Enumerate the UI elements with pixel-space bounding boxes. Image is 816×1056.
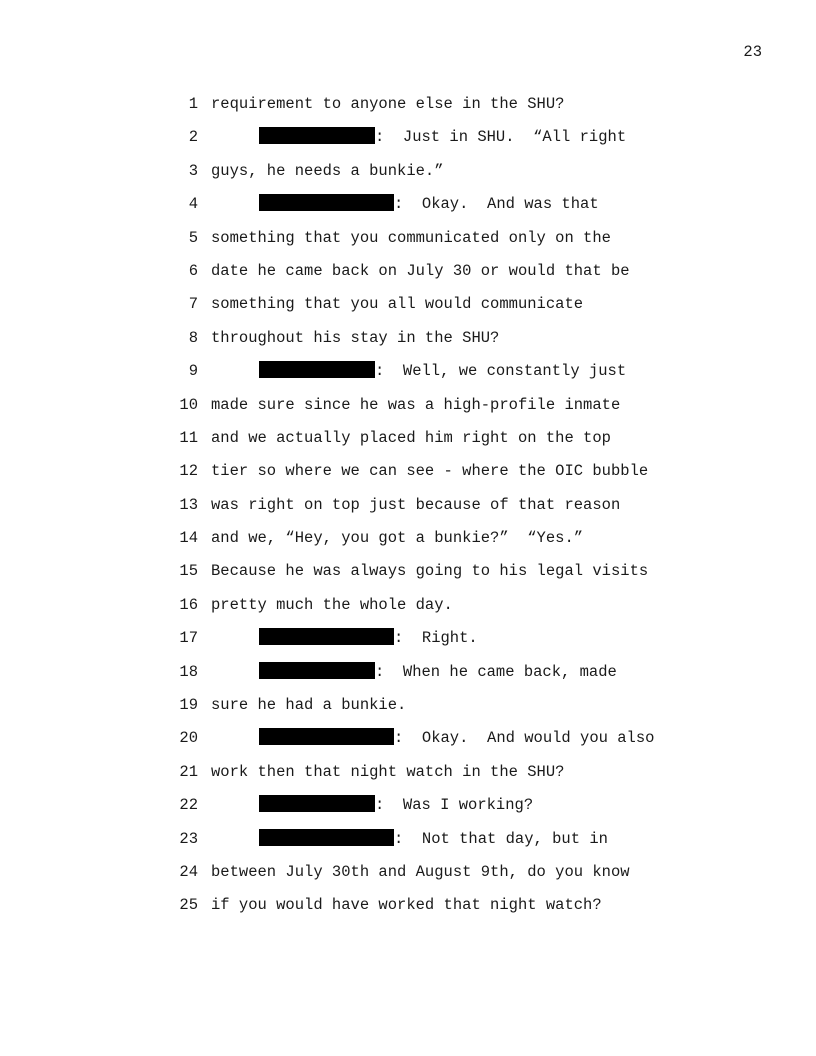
transcript-line — [0, 693, 816, 726]
redacted-speaker-name — [259, 361, 375, 378]
line-text — [211, 760, 564, 784]
spoken-text: guys, he needs a bunkie.” — [211, 161, 444, 180]
line-text — [211, 860, 630, 884]
redacted-speaker-name — [259, 194, 394, 211]
spoken-text: : Well, we constantly just — [375, 362, 627, 381]
speaker-line-text — [259, 359, 626, 383]
redacted-speaker-name — [259, 728, 394, 745]
transcript-body — [0, 92, 816, 927]
line-number: 10 — [179, 395, 198, 414]
redacted-speaker-name — [259, 127, 375, 144]
transcript-line — [0, 526, 816, 559]
line-text — [211, 526, 583, 550]
transcript-line — [0, 259, 816, 292]
line-text — [211, 159, 444, 183]
spoken-text: something that you all would communicate — [211, 295, 584, 314]
transcript-line — [0, 426, 816, 459]
transcript-line — [0, 660, 816, 693]
line-number: 24 — [179, 862, 198, 881]
line-number: 2 — [188, 128, 198, 147]
line-number: 16 — [179, 595, 198, 614]
line-text — [211, 493, 620, 517]
line-text — [211, 426, 611, 450]
spoken-text: and we, “Hey, you got a bunkie?” “Yes.” — [211, 529, 584, 548]
spoken-text: was right on top just because of that reason — [211, 495, 621, 514]
line-text — [211, 393, 620, 417]
spoken-text: work then that night watch in the SHU? — [211, 762, 565, 781]
spoken-text: tier so where we can see - where the OIC bubble — [211, 462, 649, 481]
line-text — [211, 693, 406, 717]
spoken-text: between July 30th and August 9th, do you know — [211, 862, 630, 881]
speaker-line-text — [259, 827, 608, 851]
spoken-text: : Not that day, but in — [394, 829, 608, 848]
line-text — [211, 593, 453, 617]
line-number: 6 — [188, 261, 198, 280]
transcript-line — [0, 593, 816, 626]
line-number: 13 — [179, 495, 198, 514]
line-text — [211, 559, 648, 583]
page-number: 23 — [743, 43, 762, 61]
spoken-text: pretty much the whole day. — [211, 595, 453, 614]
line-number: 19 — [179, 696, 198, 715]
line-number: 9 — [188, 362, 198, 381]
speaker-line-text — [259, 660, 617, 684]
transcript-line — [0, 359, 816, 392]
speaker-line-text — [259, 192, 599, 216]
speaker-line-text — [259, 726, 654, 750]
transcript-line — [0, 226, 816, 259]
spoken-text: sure he had a bunkie. — [211, 696, 407, 715]
transcript-line — [0, 726, 816, 759]
spoken-text: date he came back on July 30 or would that be — [211, 261, 630, 280]
line-number: 3 — [188, 161, 198, 180]
redacted-speaker-name — [259, 795, 375, 812]
transcript-line — [0, 493, 816, 526]
line-text — [211, 226, 611, 250]
transcript-line — [0, 760, 816, 793]
spoken-text: Because he was always going to his legal visits — [211, 562, 649, 581]
line-text — [211, 292, 583, 316]
transcript-line — [0, 159, 816, 192]
line-number: 22 — [179, 796, 198, 815]
line-number: 23 — [179, 829, 198, 848]
transcript-line — [0, 626, 816, 659]
redacted-speaker-name — [259, 662, 375, 679]
spoken-text: if you would have worked that night watch? — [211, 896, 602, 915]
speaker-line-text — [259, 125, 626, 149]
line-number: 4 — [188, 195, 198, 214]
line-number: 12 — [179, 462, 198, 481]
line-number: 15 — [179, 562, 198, 581]
line-number: 1 — [188, 95, 198, 113]
line-text — [211, 326, 499, 350]
spoken-text: requirement to anyone else in the SHU? — [211, 95, 565, 113]
transcript-line — [0, 92, 816, 125]
spoken-text: : Was I working? — [375, 796, 534, 815]
line-number: 18 — [179, 662, 198, 681]
spoken-text: : Just in SHU. “All right — [375, 128, 627, 147]
spoken-text: : Right. — [394, 629, 478, 648]
transcript-line — [0, 860, 816, 893]
line-number: 7 — [188, 295, 198, 314]
line-number: 20 — [179, 729, 198, 748]
line-number: 14 — [179, 529, 198, 548]
line-number: 25 — [179, 896, 198, 915]
transcript-line — [0, 393, 816, 426]
spoken-text: : Okay. And would you also — [394, 729, 655, 748]
spoken-text: and we actually placed him right on the top — [211, 428, 611, 447]
redacted-speaker-name — [259, 628, 394, 645]
line-number: 11 — [179, 428, 198, 447]
line-number: 17 — [179, 629, 198, 648]
speaker-line-text — [259, 626, 478, 650]
speaker-line-text — [259, 793, 533, 817]
spoken-text: something that you communicated only on the — [211, 228, 611, 247]
transcript-line — [0, 292, 816, 325]
redacted-speaker-name — [259, 829, 394, 846]
line-text — [211, 92, 564, 116]
spoken-text: : Okay. And was that — [394, 195, 599, 214]
transcript-line — [0, 559, 816, 592]
spoken-text: : When he came back, made — [375, 662, 617, 681]
spoken-text: throughout his stay in the SHU? — [211, 328, 500, 347]
line-text — [211, 259, 630, 283]
transcript-line — [0, 893, 816, 926]
spoken-text: made sure since he was a high-profile inmate — [211, 395, 621, 414]
transcript-line — [0, 793, 816, 826]
transcript-line — [0, 125, 816, 158]
transcript-line — [0, 459, 816, 492]
transcript-line — [0, 192, 816, 225]
line-number: 21 — [179, 762, 198, 781]
transcript-line — [0, 326, 816, 359]
line-text — [211, 893, 602, 917]
line-number: 8 — [188, 328, 198, 347]
line-number: 5 — [188, 228, 198, 247]
transcript-line — [0, 827, 816, 860]
line-text — [211, 459, 648, 483]
